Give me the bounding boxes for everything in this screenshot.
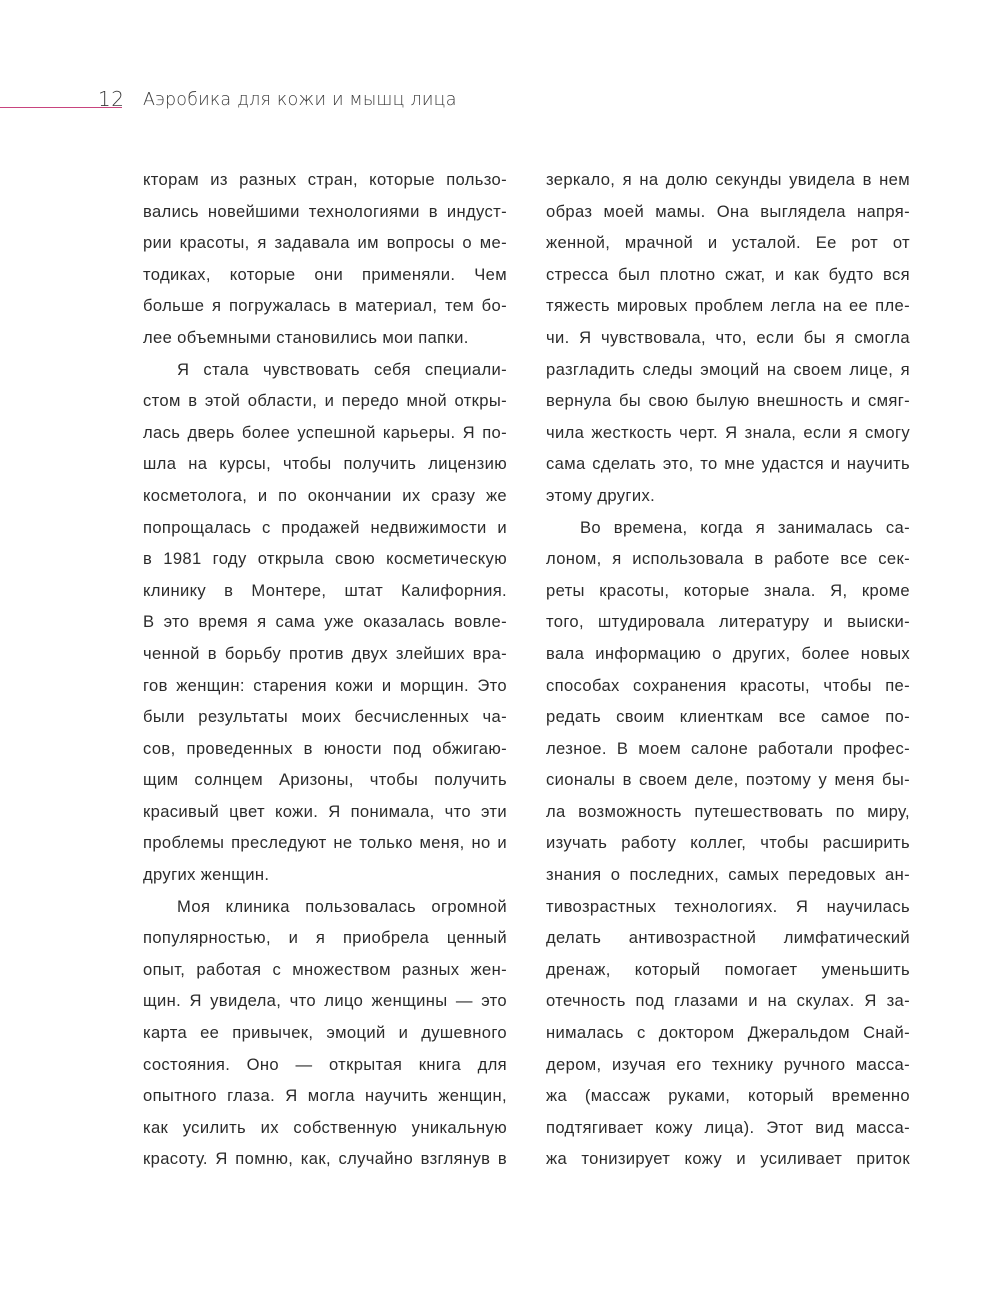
text-line: вернула бы свою былую внешность и смяг-	[546, 391, 910, 411]
text-line: образ моей мамы. Она выглядела напря-	[546, 201, 910, 221]
text-line: состояния. Оно — открытая книга для	[143, 1054, 507, 1074]
text-line: нималась с доктором Джеральдом Снай-	[546, 1023, 910, 1043]
text-line: опытного глаза. Я могла научить женщин,	[143, 1086, 507, 1106]
text-line: клинику в Монтере, штат Калифорния.	[143, 580, 507, 600]
text-line: ла возможность путешествовать по миру,	[546, 801, 910, 821]
text-line: Моя клиника пользовалась огромной	[177, 896, 507, 916]
text-line: косметолога, и по окончании их сразу же	[143, 485, 507, 505]
page-number: 12	[98, 87, 125, 111]
text-line: дером, изучая его технику ручного масса-	[546, 1054, 910, 1074]
text-line: жа тонизирует кожу и усиливает приток	[546, 1149, 910, 1169]
text-line: как усилить их собственную уникальную	[143, 1117, 507, 1137]
text-line: опыт, работая с множеством разных жен-	[143, 959, 507, 979]
text-line: стресса был плотно сжат, и как будто вся	[546, 264, 910, 284]
text-line: щин. Я увидела, что лицо женщины — это	[143, 991, 507, 1011]
paragraph	[143, 164, 507, 354]
running-title: Аэробика для кожи и мышц лица	[143, 90, 457, 110]
text-line: тодиках, которые они применяли. Чем	[143, 264, 507, 284]
text-line: делать антивозрастной лимфатический	[546, 928, 910, 948]
text-line: щим солнцем Аризоны, чтобы получить	[143, 770, 507, 790]
text-line: женной, мрачной и усталой. Ее рот от	[546, 233, 910, 253]
text-line: лась дверь более успешной карьеры. Я по-	[143, 422, 507, 442]
text-line: шла на курсы, чтобы получить лицензию	[143, 454, 507, 474]
text-line: того, штудировала литературу и выиски-	[546, 612, 910, 632]
text-line: кторам из разных стран, которые пользо-	[143, 170, 507, 189]
text-line: реты красоты, которые знала. Я, кроме	[546, 580, 910, 600]
text-line: жа (массаж руками, который временно	[546, 1086, 910, 1106]
right-column	[546, 164, 910, 1175]
text-line: больше я погружалась в материал, тем бо-	[143, 296, 507, 316]
paragraph	[143, 891, 507, 1175]
text-line: гов женщин: старения кожи и морщин. Это	[143, 675, 507, 695]
text-line: чи. Я чувствовала, что, если бы я смогла	[546, 327, 910, 347]
text-line: карта ее привычек, эмоций и душевного	[143, 1023, 507, 1043]
paragraph	[546, 164, 910, 512]
text-line: проблемы преследуют не только меня, но и	[143, 833, 507, 853]
text-line: сов, проведенных в юности под обжигаю-	[143, 738, 507, 758]
text-line: вала информацию о других, более новых	[546, 643, 910, 663]
text-line: других женщин.	[143, 865, 270, 885]
text-line: Я стала чувствовать себя специали-	[177, 359, 507, 379]
text-line: красоту. Я помню, как, случайно взглянув в	[143, 1149, 507, 1169]
text-line: тяжесть мировых проблем легла на ее пле-	[546, 296, 910, 316]
text-line: вались новейшими технологиями в индуст-	[143, 201, 507, 221]
text-line: Во времена, когда я занималась са-	[580, 517, 910, 537]
text-line: стом в этой области, и передо мной откры-	[143, 391, 507, 411]
text-line: лее объемными становились мои папки.	[143, 327, 469, 347]
text-line: отечность под глазами и на скулах. Я за-	[546, 991, 910, 1011]
text-line: дренаж, который помогает уменьшить	[546, 959, 910, 979]
paragraph	[546, 512, 910, 1175]
text-line: попрощалась с продажей недвижимости и	[143, 517, 507, 537]
text-line: знания о последних, самых передовых ан-	[546, 865, 910, 885]
text-line: тивозрастных технологиях. Я научилась	[546, 896, 910, 916]
text-line: рии красоты, я задавала им вопросы о ме-	[143, 233, 507, 253]
left-column	[143, 164, 507, 1175]
text-line: зеркало, я на долю секунды увидела в нем	[546, 170, 910, 189]
text-line: лоном, я использовала в работе все сек-	[546, 549, 910, 569]
text-line: редать своим клиенткам все самое по-	[546, 707, 910, 727]
text-line: разгладить следы эмоций на своем лице, я	[546, 359, 910, 379]
text-line: изучать работу коллег, чтобы расширить	[546, 833, 910, 853]
text-line: чила жесткость черт. Я знала, если я смогу	[546, 422, 910, 442]
text-line: этому других.	[546, 485, 656, 505]
text-line: подтягивает кожу лица). Этот вид масса-	[546, 1117, 910, 1137]
text-line: в 1981 году открыла свою косметическую	[143, 549, 507, 569]
text-line: популярностью, и я приобрела ценный	[143, 928, 507, 948]
text-line: сама сделать это, то мне удастся и научить	[546, 454, 910, 474]
text-line: ченной в борьбу против двух злейших вра-	[143, 643, 507, 663]
text-line: красивый цвет кожи. Я понимала, что эти	[143, 801, 507, 821]
text-line: лезное. В моем салоне работали профес-	[546, 738, 910, 758]
text-line: В это время я сама уже оказалась вовле-	[143, 612, 507, 632]
paragraph	[143, 354, 507, 891]
text-line: сионалы в своем деле, поэтому у меня бы-	[546, 770, 910, 790]
text-line: были результаты моих бесчисленных ча-	[143, 707, 507, 727]
text-line: способах сохранения красоты, чтобы пе-	[546, 675, 910, 695]
running-header	[0, 86, 986, 116]
